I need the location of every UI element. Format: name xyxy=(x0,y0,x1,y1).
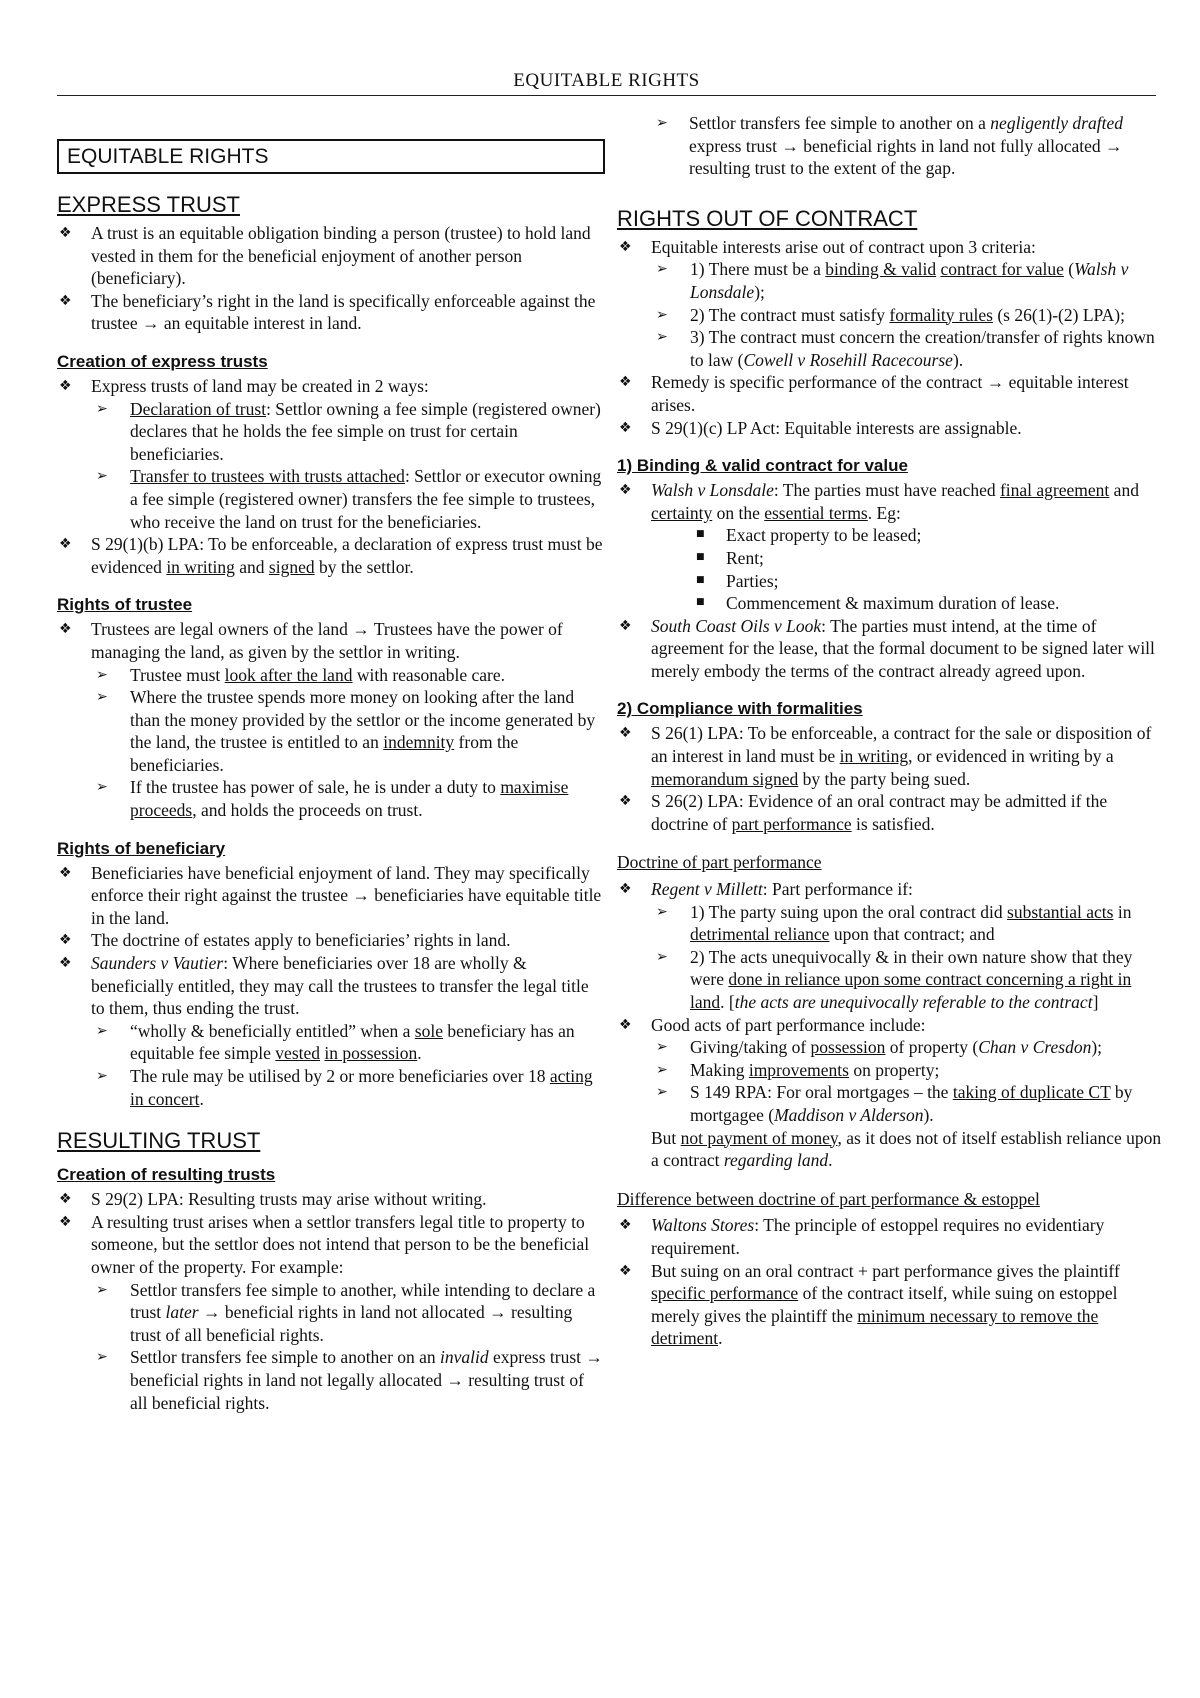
diamond-bullet-icon: ❖ xyxy=(59,621,72,638)
sub-bullet-item: ➢ Settlor transfers fee simple to another on an invalid express trust → beneficial rights in land not legally allocated → resulting trust of all beneficial rights. xyxy=(96,1347,603,1413)
square-bullet-icon: ■ xyxy=(696,574,705,585)
sub-bullet-item: ➢ 2) The acts unequivocally & in their own nature show that they were done in reliance upon some contract concerning a right in land. [the acts are unequivocally referable to the contract] xyxy=(656,946,1133,1012)
diamond-bullet-icon: ❖ xyxy=(59,1213,72,1230)
arrow-bullet-icon: ➢ xyxy=(656,1039,668,1056)
square-bullet-icon: ■ xyxy=(696,551,705,562)
diamond-bullet-icon: ❖ xyxy=(619,617,632,634)
arrow-bullet-icon: ➢ xyxy=(656,306,668,323)
term-item: ■ Commencement & maximum duration of lease. xyxy=(696,593,1060,614)
arrow-bullet-icon: ➢ xyxy=(96,1281,108,1298)
bullet-item: ❖ Remedy is specific performance of the contract → equitable interest arises. xyxy=(619,372,1129,415)
diamond-bullet-icon: ❖ xyxy=(59,377,72,394)
bullet-item: ❖ Saunders v Vautier: Where beneficiaries over 18 are wholly & beneficially entitled, they may call the trustees to transfer the legal title to them, thus ending the trust. xyxy=(59,953,589,1019)
heading-creation-resulting-trusts: Creation of resulting trusts xyxy=(57,1165,276,1185)
arrow-bullet-icon: ➢ xyxy=(656,1061,668,1078)
sub-bullet-item: ➢ Transfer to trustees with trusts attached: Settlor or executor owning a fee simple (registered owner) transfers the fee simple to trustees, who receive the land on trust for the beneficiaries. xyxy=(96,466,602,532)
heading-rights-of-beneficiary: Rights of beneficiary xyxy=(57,838,226,858)
diamond-bullet-icon: ❖ xyxy=(619,1016,632,1033)
diamond-bullet-icon: ❖ xyxy=(619,725,632,742)
heading-compliance-formalities: 2) Compliance with formalities xyxy=(617,699,863,719)
term-item: ■ Rent; xyxy=(696,547,764,568)
diamond-bullet-icon: ❖ xyxy=(619,1262,632,1279)
sub-bullet-item: ➢ If the trustee has power of sale, he is under a duty to maximise proceeds, and holds the proceeds on trust. xyxy=(96,777,569,821)
arrow-bullet-icon: ➢ xyxy=(656,115,668,131)
heading-difference-part-performance-estoppel: Difference between doctrine of part performance & estoppel xyxy=(617,1188,1040,1209)
sub-bullet-item: ➢ “wholly & beneficially entitled” when a sole beneficiary has an equitable fee simple vested in possession. xyxy=(96,1020,575,1064)
diamond-bullet-icon: ❖ xyxy=(59,932,72,949)
diamond-bullet-icon: ❖ xyxy=(619,793,632,810)
sub-bullet-item: ➢ 3) The contract must concern the creation/transfer of rights known to law (Cowell v Rosehill Racecourse). xyxy=(656,327,1155,370)
bullet-item: ❖ A trust is an equitable obligation binding a person (trustee) to hold land vested in them for the beneficial enjoyment of another person (beneficiary). xyxy=(59,223,591,289)
arrow-bullet-icon: ➢ xyxy=(656,261,668,278)
diamond-bullet-icon: ❖ xyxy=(619,374,632,391)
diamond-bullet-icon: ❖ xyxy=(59,292,72,309)
bullet-item: ❖ But suing on an oral contract + part performance gives the plaintiff specific performance of the contract itself, while suing on estoppel merely gives the plaintiff the minimum necessary to remove the detriment. xyxy=(619,1260,1120,1349)
heading-express-trust: EXPRESS TRUST xyxy=(57,192,240,217)
sub-bullet-item: ➢ Making improvements on property; xyxy=(656,1059,940,1080)
header-rule xyxy=(57,95,1156,96)
bullet-item: ❖ Waltons Stores: The principle of estoppel requires no evidentiary requirement. xyxy=(619,1215,1105,1258)
diamond-bullet-icon: ❖ xyxy=(619,1217,632,1234)
bullet-item: ❖ S 26(1) LPA: To be enforceable, a contract for the sale or disposition of an interest in land must be in writing, or evidenced in writing by a memorandum signed by the party being sued. xyxy=(619,723,1152,789)
bullet-item: ❖ Equitable interests arise out of contract upon 3 criteria: xyxy=(619,236,1036,257)
arrow-bullet-icon: ➢ xyxy=(96,689,108,706)
arrow-bullet-icon: ➢ xyxy=(656,903,668,920)
bullet-item: ❖ The beneficiary’s right in the land is specifically enforceable against the trustee → an equitable interest in land. xyxy=(59,290,596,334)
arrow-bullet-icon: ➢ xyxy=(96,1349,108,1366)
bullet-item: ❖ Beneficiaries have beneficial enjoyment of land. They may specifically enforce their right against the trustee → beneficiaries have equitable title in the land. xyxy=(59,862,602,928)
sub-bullet-item: ➢ Settlor transfers fee simple to another, while intending to declare a trust later → beneficial rights in land not allocated → resulting trust of all beneficial rights. xyxy=(96,1279,596,1345)
sub-bullet-item: ➢ Declaration of trust: Settlor owning a fee simple (registered owner) declares that he holds the fee simple on trust for certain beneficiaries. xyxy=(96,398,601,464)
diamond-bullet-icon: ❖ xyxy=(619,419,632,436)
bullet-item: ❖ Express trusts of land may be created in 2 ways: xyxy=(59,375,429,396)
sub-bullet-item: ➢ 1) The party suing upon the oral contract did substantial acts in detrimental reliance upon that contract; and xyxy=(656,901,1132,945)
diamond-bullet-icon: ❖ xyxy=(619,881,632,898)
arrow-bullet-icon: ➢ xyxy=(656,329,668,346)
bullet-item: ❖ The doctrine of estates apply to beneficiaries’ rights in land. xyxy=(59,930,511,951)
right-column xyxy=(617,112,1162,1350)
arrow-bullet-icon: ➢ xyxy=(96,1022,108,1039)
term-item: ■ Parties; xyxy=(696,570,779,591)
sub-bullet-item: ➢ Trustee must look after the land with reasonable care. xyxy=(96,664,506,685)
arrow-bullet-icon: ➢ xyxy=(656,1084,668,1101)
bullet-item: ❖ South Coast Oils v Look: The parties must intend, at the time of agreement for the lease, that the formal document to be signed later will merely embody the terms of the contract already agreed upon. xyxy=(619,615,1155,681)
sub-bullet-item: ➢ Giving/taking of possession of property (Chan v Cresdon); xyxy=(656,1037,1103,1058)
bullet-item: ❖ S 29(1)(b) LPA: To be enforceable, a declaration of express trust must be evidenced in writing and signed by the settlor. xyxy=(59,534,603,577)
sub-bullet-item: ➢ The rule may be utilised by 2 or more beneficiaries over 18 acting in concert. xyxy=(96,1066,593,1109)
diamond-bullet-icon: ❖ xyxy=(59,1191,72,1208)
term-item: ■ Exact property to be leased; xyxy=(696,525,922,546)
bullet-item: ❖ S 29(2) LPA: Resulting trusts may arise without writing. xyxy=(59,1189,487,1210)
bullet-item: ❖ S 26(2) LPA: Evidence of an oral contract may be admitted if the doctrine of part performance is satisfied. xyxy=(619,791,1108,834)
heading-resulting-trust: RESULTING TRUST xyxy=(57,1128,261,1154)
bullet-item: ❖ Regent v Millett: Part performance if: xyxy=(619,879,913,900)
heading-rights-out-of-contract: RIGHTS OUT OF CONTRACT xyxy=(617,205,918,231)
square-bullet-icon: ■ xyxy=(696,597,705,608)
sub-bullet-item: ➢ 1) There must be a binding & valid contract for value (Walsh v Lonsdale); xyxy=(656,259,1129,302)
arrow-bullet-icon: ➢ xyxy=(96,468,108,485)
heading-rights-of-trustee: Rights of trustee xyxy=(57,595,193,615)
square-bullet-icon: ■ xyxy=(696,529,705,540)
document-title-box: EQUITABLE RIGHTS xyxy=(57,139,605,174)
heading-doctrine-part-performance: Doctrine of part performance xyxy=(617,852,822,873)
diamond-bullet-icon: ❖ xyxy=(59,955,72,972)
heading-binding-valid-contract: 1) Binding & valid contract for value xyxy=(617,456,908,476)
bullet-item: ❖ S 29(1)(c) LP Act: Equitable interests are assignable. xyxy=(619,417,1022,438)
arrow-bullet-icon: ➢ xyxy=(96,1068,108,1084)
diamond-bullet-icon: ❖ xyxy=(619,482,632,499)
diamond-bullet-icon: ❖ xyxy=(619,238,632,255)
sub-bullet-item: ➢ Settlor transfers fee simple to another on a negligently drafted express trust → beneficial rights in land not fully allocated → resulting trust to the extent of the gap. xyxy=(656,113,1123,179)
sub-bullet-item: ➢ S 149 RPA: For oral mortgages – the taking of duplicate CT by mortgagee (Maddison v Alderson). xyxy=(656,1082,1133,1125)
diamond-bullet-icon: ❖ xyxy=(59,864,72,881)
bullet-item: ❖ A resulting trust arises when a settlor transfers legal title to property to someone, but the settlor does not intend that person to be the beneficial owner of the property. For example: xyxy=(59,1211,590,1277)
sub-bullet-item: ➢ 2) The contract must satisfy formality rules (s 26(1)-(2) LPA); xyxy=(656,304,1125,325)
paragraph: But not payment of money, as it does not of itself establish reliance upon a contract regarding land. xyxy=(651,1127,1162,1171)
running-header: EQUITABLE RIGHTS xyxy=(513,70,700,91)
diamond-bullet-icon: ❖ xyxy=(59,225,72,241)
left-column xyxy=(57,112,605,1414)
bullet-item: ❖ Good acts of part performance include: xyxy=(619,1014,926,1035)
arrow-bullet-icon: ➢ xyxy=(96,400,108,417)
arrow-bullet-icon: ➢ xyxy=(96,779,108,796)
heading-creation-express-trusts: Creation of express trusts xyxy=(57,351,268,371)
arrow-bullet-icon: ➢ xyxy=(96,666,108,683)
bullet-item: ❖ Trustees are legal owners of the land → Trustees have the power of managing the land, as given by the settlor in writing. xyxy=(59,619,563,662)
diamond-bullet-icon: ❖ xyxy=(59,536,72,553)
bullet-item: ❖ Walsh v Lonsdale: The parties must have reached final agreement and certainty on the essential terms. Eg: xyxy=(619,480,1139,523)
arrow-bullet-icon: ➢ xyxy=(656,948,668,965)
sub-bullet-item: ➢ Where the trustee spends more money on looking after the land than the money provided by the settlor or the income generated by the land, the trustee is entitled to an indemnity from the beneficiaries. xyxy=(96,687,596,775)
